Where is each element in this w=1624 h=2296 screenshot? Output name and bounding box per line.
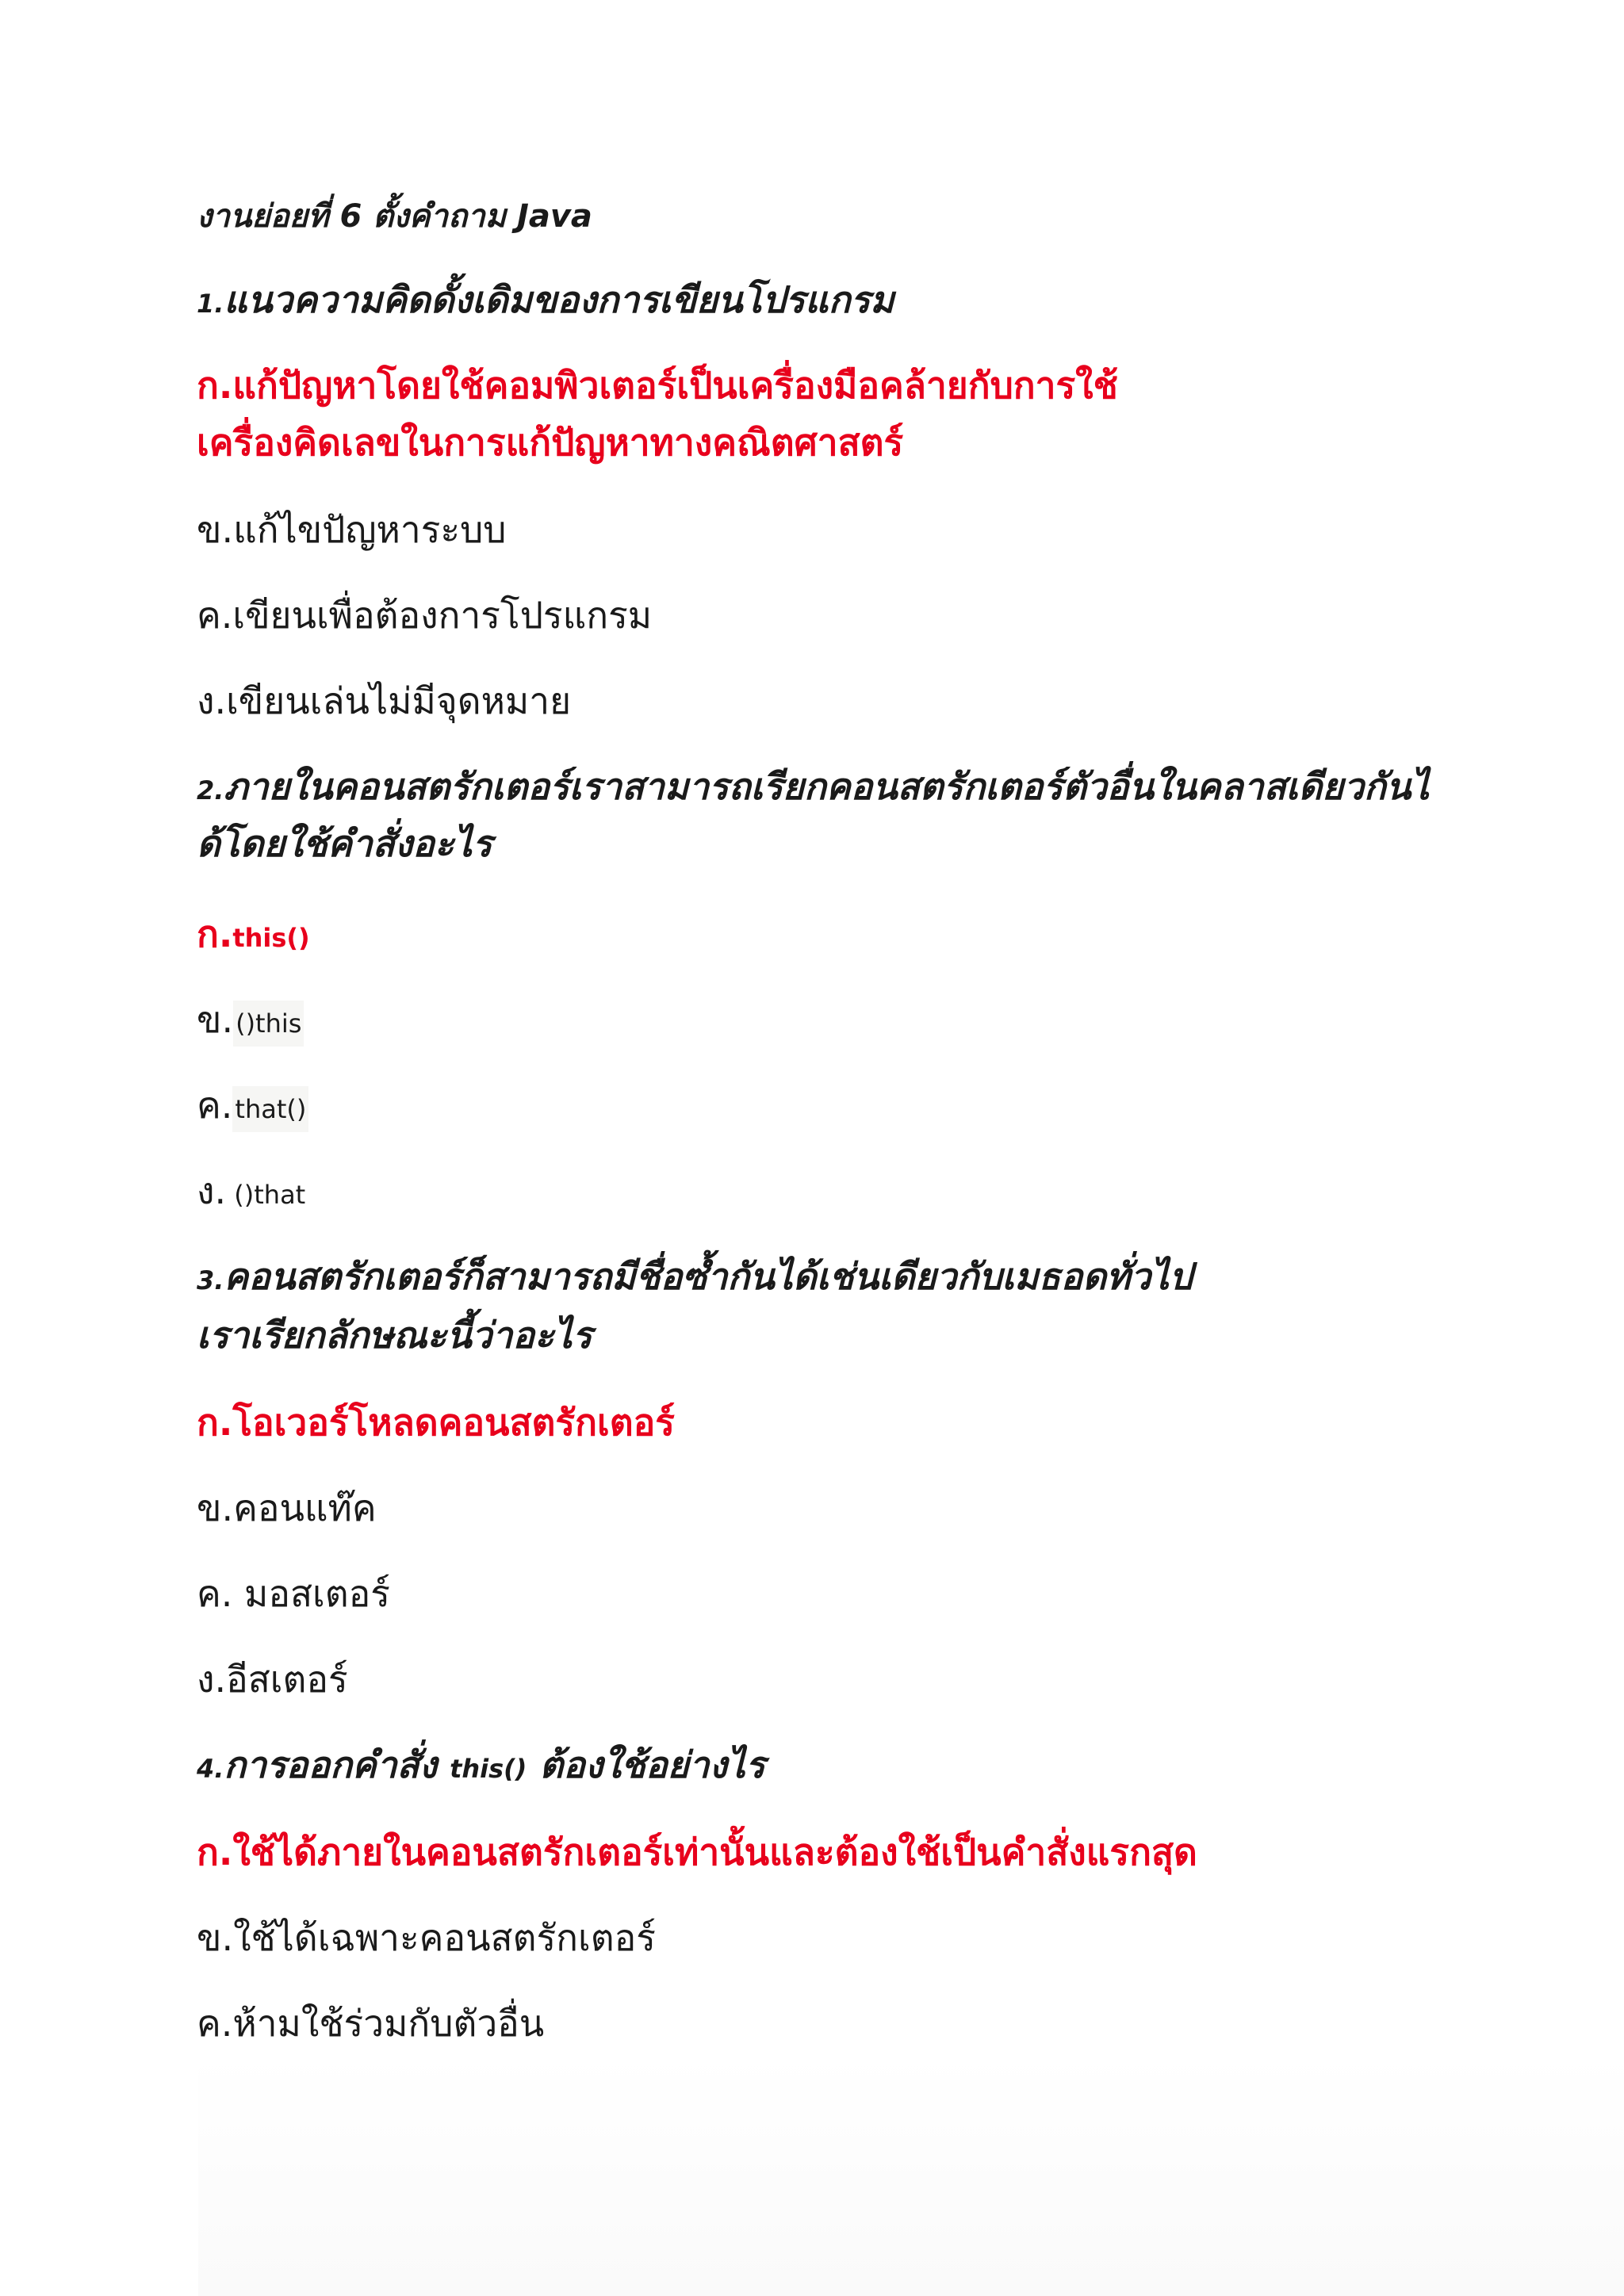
question-2-line-1 [197, 764, 1429, 810]
question-2-answer-text: this() [232, 923, 310, 953]
question-1-number: 1. [197, 289, 224, 319]
question-2-choice-c-text: that() [232, 1086, 308, 1132]
question-3-number: 3. [197, 1265, 224, 1295]
question-2-choice-b-text: ()this [233, 1001, 304, 1047]
question-3-answer: ก.โอเวอร์โหลดคอนสตรักเตอร์ [197, 1401, 675, 1444]
question-1-answer-line-1: ก.แก้ปัญหาโดยใช้คอมพิวเตอร์เป็นเครื่องมือคล้ายกับการใช้ [197, 364, 1118, 407]
question-1-answer-line-2: เครื่องคิดเลขในการแก้ปัญหาทางคณิตศาสตร์ [197, 421, 904, 464]
question-2-choice-c [197, 1083, 308, 1129]
question-2-choice-d-text: ()that [226, 1180, 306, 1210]
question-1 [197, 277, 894, 323]
question-4-code: this() [450, 1754, 527, 1784]
question-1-text: แนวความคิดดั้งเดิมของการเขียนโปรแกรม [224, 278, 894, 321]
question-2-choice-d-prefix: ง. [197, 1169, 227, 1212]
question-2-choice-b [197, 997, 304, 1043]
question-2-answer-prefix: ก. [197, 913, 233, 955]
question-4-number: 4. [197, 1754, 224, 1784]
question-4-choice-c: ค.ห้ามใช้ร่วมกับตัวอื่น [197, 2002, 545, 2045]
question-2-number: 2. [197, 775, 224, 806]
question-4-choice-b: ข.ใช้ได้เฉพาะคอนสตรักเตอร์ [197, 1916, 656, 1959]
question-4-answer: ก.ใช้ได้ภายในคอนสตรักเตอร์เท่านั้นและต้องใช้เป็นคำสั่งแรกสุด [197, 1831, 1197, 1873]
question-4 [197, 1743, 765, 1789]
question-1-choice-b: ข.แก้ไขปัญหาระบบ [197, 508, 507, 551]
question-3-line-1 [197, 1254, 1193, 1300]
question-1-choice-c: ค.เขียนเพื่อต้องการโปรแกรม [197, 594, 653, 637]
question-4-text-pre: การออกคำสั่ง [224, 1743, 450, 1786]
question-3-text-line-2: เราเรียกลักษณะนี้ว่าอะไร [197, 1314, 592, 1357]
question-3-choice-d: ง.อีสเตอร์ [197, 1658, 348, 1701]
question-3-choice-b: ข.คอนแท๊ค [197, 1487, 377, 1529]
question-4-text-post: ต้องใช้อย่างไร [527, 1743, 765, 1786]
question-2-text-line-1: ภายในคอนสตรักเตอร์เราสามารถเรียกคอนสตรักเตอร์ตัวอื่นในคลาสเดียวกันไ [224, 765, 1430, 808]
question-2-choice-b-prefix: ข. [197, 998, 234, 1041]
question-2-answer [197, 912, 310, 958]
question-2-choice-c-prefix: ค. [197, 1084, 233, 1127]
question-3-choice-c: ค. มอสเตอร์ [197, 1572, 390, 1615]
question-2-choice-d [197, 1169, 305, 1215]
question-1-choice-d: ง.เขียนเล่นไม่มีจุดหมาย [197, 679, 572, 722]
question-2-text-line-2: ด้โดยใช้คำสั่งอะไร [197, 822, 492, 865]
question-3-text-line-1: คอนสตรักเตอร์ก็สามารถมีชื่อซ้ำกันได้เช่นเดียวกับเมธอดทั่วไป [224, 1255, 1193, 1298]
bottom-page-shade [198, 2053, 1624, 2296]
document-title: งานย่อยที่ 6 ตั้งคำถาม Java [197, 198, 592, 235]
